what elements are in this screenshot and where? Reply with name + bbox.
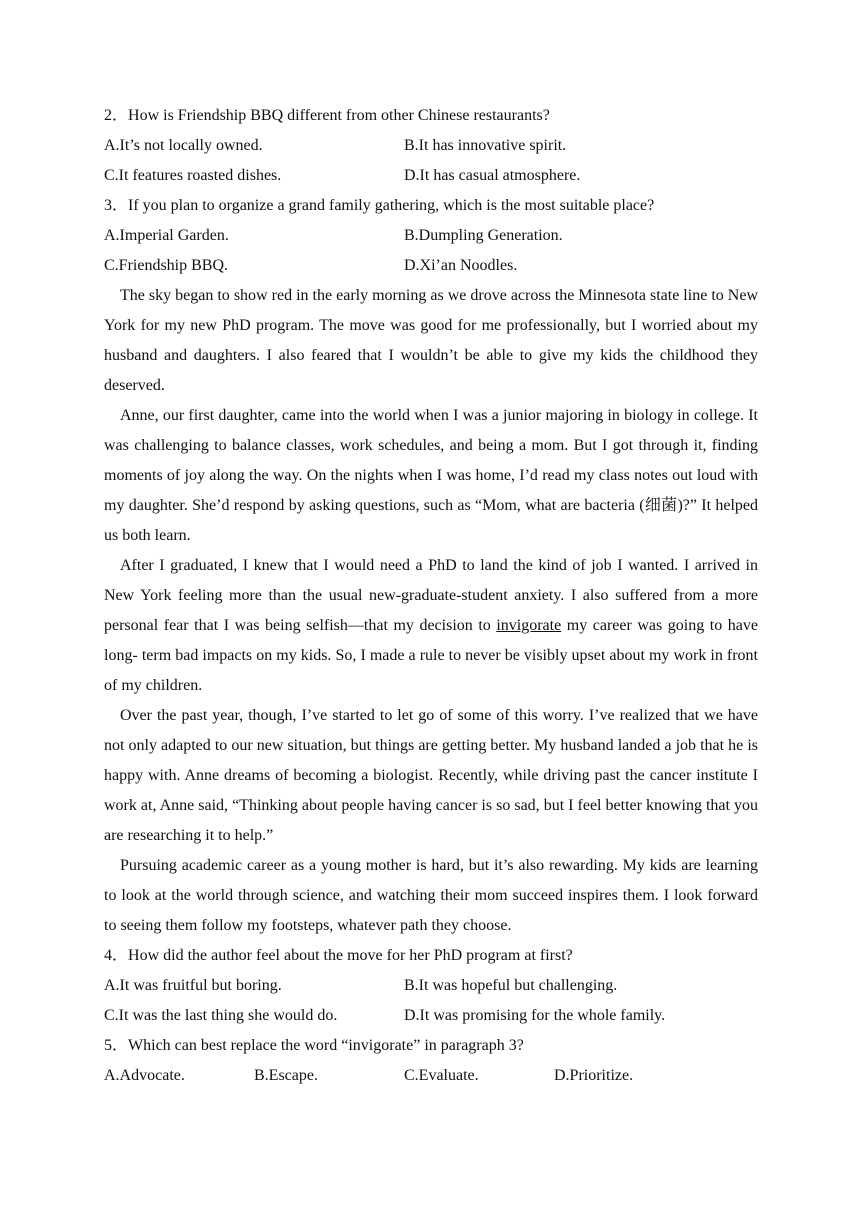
passage-paragraph-1: The sky began to show red in the early morning as we drove across the Minnesota state line to New York for my new PhD program. The move was good for me professionally, but I worried about my husband and daughters. I also feared that I wouldn’t be able to give my kids the childhood they deserved. [104,287,758,394]
question-2-options-row-2 [104,161,758,191]
option-b: B.Dumpling Generation. [404,227,563,244]
question-4-options-row-1 [104,971,758,1001]
option-d: D.It was promising for the whole family. [404,1007,666,1024]
exam-page [104,101,758,1091]
passage-paragraph-5: Pursuing academic career as a young mother is hard, but it’s also rewarding. My kids are learning to look at the world through science, and watching their mom succeed inspires them. I look forward to seeing them follow my footsteps, whatever path they choose. [104,857,758,934]
option-a: A.Imperial Garden. [104,227,229,244]
question-stem: How did the author feel about the move for her PhD program at first? [128,947,573,964]
option-a: A.Advocate. [104,1067,185,1084]
paragraph-text: my career was going to have long- term bad impacts on my kids. So, I made a rule to never be visibly upset about my work in front of my children. [104,617,759,694]
question-3 [104,191,758,221]
passage-paragraph-4: Over the past year, though, I’ve started to let go of some of this worry. I’ve realized that we have not only adapted to our new situation, but things are getting better. My husband landed a job that he is happy with. Anne dreams of becoming a biologist. Recently, while driving past the cancer institute I work at, Anne said, “Thinking about people having cancer is so sad, but I feel better knowing that you are researching it to help.” [104,707,758,844]
option-d: D.Prioritize. [554,1067,634,1084]
option-b: B.Escape. [254,1067,318,1084]
option-d: D.It has casual atmosphere. [404,167,581,184]
question-3-options-row-2 [104,251,758,281]
option-c: C.Evaluate. [404,1067,479,1084]
question-number: 3． [104,197,129,214]
question-5-options [104,1061,758,1091]
question-5 [104,1031,758,1061]
paragraph-text: After I graduated, I knew that I would need a PhD to land the kind of job I wanted. I arrived in New York feeling more than the usual new-graduate-student anxiety. I also suffered from a more personal fear that I was being selfish—that my decision to [104,557,758,634]
option-d: D.Xi’an Noodles. [404,257,518,274]
question-4-options-row-2 [104,1001,758,1031]
option-a: A.It was fruitful but boring. [104,977,282,994]
option-b: B.It was hopeful but challenging. [404,977,618,994]
option-c: C.Friendship BBQ. [104,257,229,274]
question-3-options-row-1 [104,221,758,251]
question-number: 2． [104,107,129,124]
question-4 [104,941,758,971]
question-2 [104,101,758,131]
question-number: 5． [104,1037,129,1054]
question-stem: How is Friendship BBQ different from other Chinese restaurants? [128,107,550,124]
question-number: 4． [104,947,129,964]
passage-paragraph-3 [104,551,758,701]
question-stem: If you plan to organize a grand family gathering, which is the most suitable place? [128,197,655,214]
option-c: C.It was the last thing she would do. [104,1007,338,1024]
option-a: A.It’s not locally owned. [104,137,263,154]
underlined-word: invigorate [496,617,562,634]
option-c: C.It features roasted dishes. [104,167,282,184]
passage-paragraph-2: Anne, our first daughter, came into the world when I was a junior majoring in biology in college. It was challenging to balance classes, work schedules, and being a mom. But I got through it, finding moments of joy along the way. On the nights when I was home, I’d read my class notes out loud with my daughter. She’d respond by asking questions, such as “Mom, what are bacteria (细菌)?” It helped us both learn. [104,407,758,544]
question-stem: Which can best replace the word “invigorate” in paragraph 3? [128,1037,524,1054]
question-2-options-row-1 [104,131,758,161]
option-b: B.It has innovative spirit. [404,137,567,154]
